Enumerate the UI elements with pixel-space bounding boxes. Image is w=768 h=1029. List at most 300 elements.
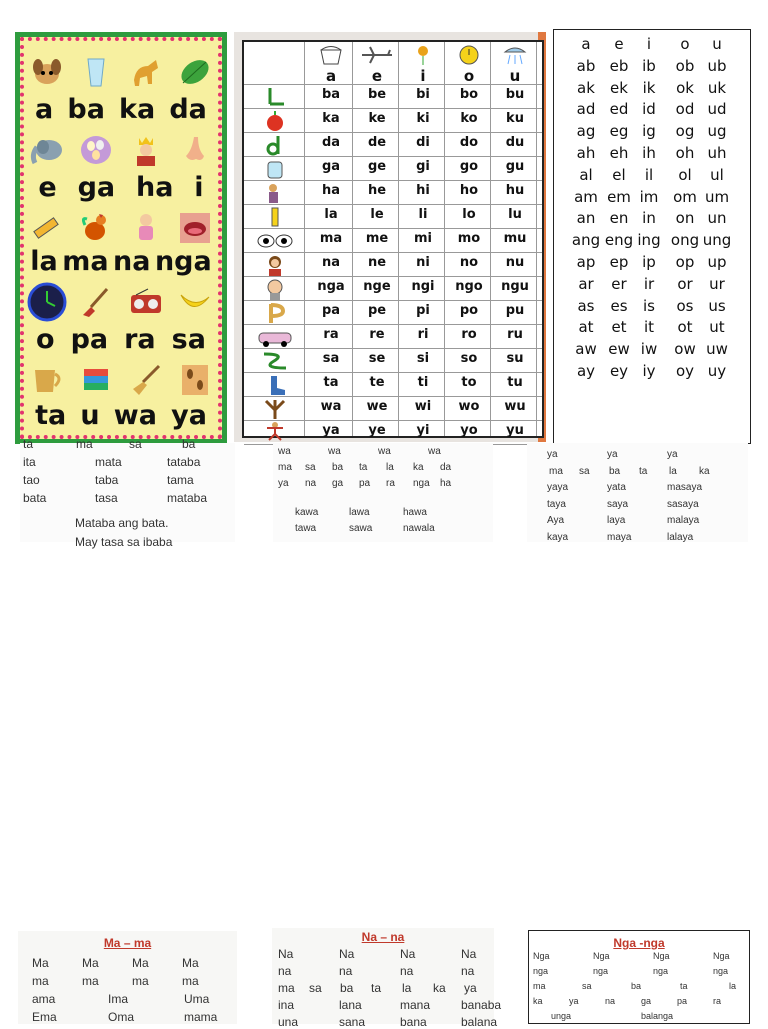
word: Uma	[184, 992, 210, 1006]
worksheet-title: Ma – ma	[103, 936, 152, 950]
syllable-cell: pe	[367, 303, 387, 318]
combination-cell: ib	[642, 56, 656, 75]
combination-row	[554, 360, 750, 382]
word: Nga	[653, 951, 670, 961]
combination-cell: ong	[670, 231, 700, 250]
syllable-cell: mu	[503, 231, 527, 246]
combination-cell: eh	[609, 144, 629, 162]
combination-cell: ol	[678, 165, 692, 184]
combination-cell: an	[576, 209, 596, 228]
syllable-cell: gu	[505, 159, 525, 174]
word: nga	[593, 966, 609, 976]
word: sawa	[349, 523, 373, 534]
word: ba	[340, 981, 354, 995]
word: nga	[713, 966, 729, 976]
footprints-icon	[176, 363, 214, 397]
poster-syllable: a	[35, 94, 54, 125]
syllable-cell: du	[505, 135, 525, 150]
word: taba	[95, 473, 119, 487]
word: laya	[607, 515, 626, 526]
syllable-cell: ki	[416, 111, 430, 126]
combination-cell: op	[675, 253, 695, 271]
clothes-icon	[77, 363, 115, 397]
combination-cell: ut	[709, 318, 725, 337]
syllable-cell: wu	[504, 399, 526, 414]
mouth-icon	[176, 211, 214, 245]
syllable-cell: ho	[459, 183, 479, 198]
poster-syllable: wa	[113, 400, 157, 431]
cup-icon	[28, 363, 66, 397]
poster-syllable-row	[28, 95, 214, 125]
word: una	[278, 1015, 299, 1029]
poster-picture-row	[28, 211, 214, 245]
poster-syllable: nga	[154, 246, 212, 277]
vowel-combination-box	[553, 29, 751, 444]
syllable-cell: ku	[506, 111, 524, 126]
word: ka	[699, 465, 710, 477]
word: na	[339, 964, 353, 978]
word: bana	[400, 1015, 427, 1029]
combination-cell: es	[610, 296, 628, 315]
word: ra	[386, 478, 395, 489]
word: ga	[641, 996, 652, 1006]
word: maya	[607, 531, 632, 543]
combination-cell: eg	[609, 122, 629, 141]
poster-syllable: da	[169, 94, 207, 125]
word: ma	[278, 981, 295, 995]
word: pa	[359, 478, 371, 489]
combination-cell: iw	[640, 340, 658, 359]
syllable-cell: mi	[413, 231, 432, 246]
word: lalaya	[667, 531, 694, 543]
worksheet-na-card	[272, 928, 502, 1029]
word: kawa	[295, 507, 319, 518]
combination-cell: et	[611, 318, 627, 337]
combination-cell: ig	[642, 122, 656, 141]
combination-row	[554, 77, 750, 99]
word: ya	[278, 478, 289, 489]
word: sasaya	[667, 498, 699, 510]
syllable-cell: de	[367, 135, 387, 150]
poster-syllable-row	[28, 247, 214, 277]
word: bata	[23, 491, 47, 505]
combination-row	[554, 229, 750, 251]
word: tama	[167, 473, 194, 487]
word: nga	[653, 966, 669, 976]
combination-cell: el	[612, 165, 626, 184]
word: sa	[582, 981, 592, 991]
syllable-cell: bu	[505, 87, 525, 102]
combination-cell: ih	[642, 144, 656, 162]
syllable-cell: se	[368, 351, 386, 366]
combination-cell: ar	[578, 274, 594, 293]
combination-row	[554, 55, 750, 77]
word: ya	[667, 449, 678, 460]
poster-picture-row	[28, 363, 214, 397]
word: na	[461, 964, 475, 978]
poster-syllable: sa	[171, 324, 206, 355]
poster-syllable: na	[113, 246, 151, 277]
worksheet-ma-card	[18, 931, 237, 1024]
combination-cell: or	[677, 274, 693, 293]
combination-cell: ad	[576, 100, 596, 119]
poster-picture-row	[28, 55, 214, 89]
combination-cell: om	[673, 187, 697, 206]
word: ba	[609, 465, 621, 477]
word: Ma	[132, 956, 149, 970]
combination-cell: im	[639, 187, 659, 206]
poster-syllable: ka	[119, 94, 156, 125]
word: hawa	[403, 507, 427, 518]
combination-cell: oh	[675, 144, 695, 162]
word: lana	[339, 998, 362, 1012]
combination-cell: eb	[609, 56, 629, 75]
syllable-cell: ma	[319, 231, 343, 246]
syllable-cell: ye	[368, 423, 386, 438]
combination-cell: ik	[642, 78, 656, 97]
poster-panel	[20, 37, 222, 439]
word: ta	[23, 437, 34, 451]
combination-row	[554, 338, 750, 360]
combination-cell: ah	[576, 144, 596, 162]
worksheet-title: Na – na	[361, 930, 405, 944]
word: wa	[328, 446, 341, 457]
syllable-cell: gi	[416, 159, 430, 174]
combination-cell: u	[712, 35, 722, 53]
syllable-cell: ke	[368, 111, 386, 126]
combination-cell: ak	[577, 78, 595, 97]
dog-icon	[28, 55, 66, 89]
word: Nga	[593, 951, 610, 961]
combination-cell: ed	[609, 100, 629, 119]
vowel-header-cell: i	[420, 67, 426, 85]
combination-cell: al	[579, 165, 593, 184]
sentence: Mataba ang bata.	[75, 516, 169, 530]
word: ma	[278, 462, 292, 473]
child-icon	[127, 211, 165, 245]
syllable-cell: di	[416, 135, 430, 150]
glass-icon	[77, 55, 115, 89]
combination-row	[554, 251, 750, 273]
word: ba	[631, 981, 642, 991]
combination-cell: it	[643, 318, 655, 337]
word: la	[669, 465, 677, 477]
pencil-icon	[28, 211, 66, 245]
syllable-cell: ta	[323, 375, 339, 390]
combination-cell: ing	[637, 231, 661, 250]
syllable-cell: bo	[459, 87, 479, 102]
word: ra	[713, 996, 722, 1006]
word: kaya	[547, 531, 569, 543]
word: ama	[32, 992, 56, 1006]
syllable-cell: ya	[322, 423, 340, 438]
radio-icon	[127, 285, 165, 319]
word: nawala	[403, 523, 435, 534]
combination-cell: at	[578, 318, 594, 337]
syllable-cell: hi	[416, 183, 430, 198]
broom-icon	[127, 363, 165, 397]
syllable-cell: go	[459, 159, 479, 174]
vowel-header-cell: e	[371, 67, 383, 85]
word: Ima	[108, 992, 129, 1006]
syllable-cell: yi	[416, 423, 430, 438]
syllable-cell: re	[369, 327, 385, 342]
abakada-poster	[15, 32, 227, 444]
syllable-cell: wi	[414, 399, 432, 414]
word: sa	[579, 465, 590, 477]
syllable-grid	[244, 42, 542, 436]
word: mataba	[167, 491, 208, 505]
word: sa	[129, 437, 142, 451]
syllable-cell: su	[506, 351, 524, 366]
combination-cell: ug	[707, 122, 727, 141]
word: Ma	[182, 956, 199, 970]
combination-cell: ur	[709, 274, 725, 293]
combination-cell: ey	[609, 362, 629, 380]
word: ya	[464, 981, 477, 995]
word: ita	[23, 455, 36, 469]
poster-syllable: o	[36, 324, 55, 355]
word: sa	[305, 462, 316, 473]
word: ya	[569, 996, 579, 1006]
syllable-cell: do	[459, 135, 479, 150]
word: wa	[378, 446, 391, 457]
combination-cell: em	[607, 187, 631, 206]
word: Na	[461, 947, 477, 961]
combination-cell: up	[707, 253, 727, 271]
combination-cell: uw	[706, 340, 728, 359]
syllable-cell: pu	[505, 303, 525, 318]
syllable-cell: lu	[508, 207, 522, 222]
syllable-cell: le	[370, 207, 384, 222]
combination-cell: oy	[675, 362, 695, 380]
combination-cell: aw	[575, 340, 597, 359]
word: Ma	[32, 956, 49, 970]
word: Nga	[713, 951, 730, 961]
syllable-cell: ti	[417, 375, 429, 390]
combination-cell: ay	[576, 362, 596, 380]
combination-cell: a	[581, 35, 591, 53]
syllable-cell: be	[367, 87, 387, 102]
combination-cell: ang	[571, 231, 601, 250]
syllable-cell: wo	[458, 399, 480, 414]
word: ma	[82, 974, 99, 988]
syllable-cell: lo	[462, 207, 476, 222]
word: Aya	[547, 515, 565, 526]
word: mata	[95, 455, 122, 469]
syllable-cell: ngo	[455, 279, 483, 294]
word: ka	[413, 462, 424, 473]
combination-cell: uk	[707, 78, 727, 97]
word: Na	[339, 947, 355, 961]
worksheet-ya-snippet	[527, 443, 748, 542]
word: ta	[680, 981, 688, 991]
syllable-cell: bi	[416, 87, 430, 102]
word: ta	[359, 462, 368, 473]
combination-cell: ul	[710, 165, 724, 184]
syllable-cell: he	[367, 183, 387, 198]
combination-cell: ew	[608, 340, 630, 359]
word: ka	[433, 981, 446, 995]
leaf-icon	[176, 55, 214, 89]
combination-cell: in	[642, 209, 656, 228]
syllable-cell: mo	[457, 231, 481, 246]
combination-cell: og	[675, 122, 695, 141]
combination-row	[554, 142, 750, 164]
poster-syllable: ra	[124, 324, 156, 355]
word: ya	[547, 449, 558, 460]
word: ha	[440, 478, 452, 489]
vowel-header-cell: a	[325, 67, 337, 85]
syllable-cell: sa	[322, 351, 340, 366]
combination-cell: iy	[642, 362, 656, 380]
combination-cell: id	[642, 100, 656, 119]
word: Nga	[533, 951, 550, 961]
syllable-cell: ro	[461, 327, 477, 342]
syllable-cell: na	[321, 255, 341, 270]
word: ma	[533, 981, 546, 991]
syllable-cell: ko	[460, 111, 478, 126]
nose-icon	[176, 133, 214, 167]
word: Ma	[82, 956, 99, 970]
word: yaya	[547, 482, 569, 493]
combination-cell: on	[675, 209, 695, 228]
poster-picture-row	[28, 133, 214, 167]
syllable-cell: po	[459, 303, 479, 318]
syllable-cell: yu	[506, 423, 524, 438]
word: wa	[278, 446, 291, 457]
combination-cell: ow	[674, 340, 696, 359]
syllable-cell: ra	[323, 327, 339, 342]
word: masaya	[667, 482, 703, 493]
poster-syllable: u	[80, 400, 100, 431]
word: pa	[677, 996, 688, 1006]
combination-row	[554, 33, 750, 55]
poster-syllable: ba	[67, 94, 105, 125]
worksheet-nga-card	[528, 930, 750, 1024]
word: na	[305, 478, 317, 489]
word: ma	[76, 437, 93, 451]
poster-syllable-row	[28, 173, 214, 203]
word: la	[402, 981, 412, 995]
poster-syllable: ma	[62, 246, 109, 277]
combination-cell: ud	[707, 100, 727, 119]
word: unga	[551, 1011, 572, 1021]
word: ka	[533, 996, 543, 1006]
syllable-cell: ngi	[411, 279, 435, 294]
poster-syllable-row	[28, 325, 214, 355]
syllable-cell: te	[369, 375, 385, 390]
rooster-icon	[77, 211, 115, 245]
syllable-cell: nga	[317, 279, 345, 294]
syllable-cell: li	[418, 207, 428, 222]
word: da	[440, 462, 452, 473]
vowel-header-cell: u	[509, 67, 521, 85]
word: Ema	[32, 1010, 57, 1024]
combination-row	[554, 273, 750, 295]
syllable-cell: tu	[507, 375, 523, 390]
word: ma	[132, 974, 149, 988]
combination-cell: ag	[576, 122, 596, 141]
syllable-cell: hu	[505, 183, 525, 198]
word: ba	[182, 437, 196, 451]
worksheet-title: Nga -nga	[613, 936, 665, 950]
syllable-cell: ka	[322, 111, 340, 126]
combination-cell: ap	[576, 253, 596, 271]
elephant-icon	[28, 133, 66, 167]
shovel-icon	[77, 285, 115, 319]
syllable-cell: ha	[321, 183, 341, 198]
king-icon	[127, 133, 165, 167]
combination-row	[554, 316, 750, 338]
combination-row	[554, 98, 750, 120]
syllable-cell: ba	[321, 87, 341, 102]
poster-syllable: ga	[77, 172, 116, 203]
combination-row	[554, 295, 750, 317]
horse-icon	[127, 55, 165, 89]
word: balana	[461, 1015, 498, 1029]
syllable-cell: we	[366, 399, 388, 414]
word: ma	[549, 465, 563, 477]
combination-cell: am	[574, 187, 598, 206]
worksheet-wa-snippet	[273, 443, 493, 542]
combination-row	[554, 186, 750, 208]
combination-cell: ek	[610, 78, 628, 97]
poster-syllable: pa	[70, 324, 109, 355]
combination-cell: ip	[642, 253, 656, 271]
clock-icon	[28, 285, 66, 319]
combination-cell: uy	[707, 362, 727, 380]
combination-row	[554, 164, 750, 186]
word: nga	[533, 966, 549, 976]
word: Na	[278, 947, 294, 961]
syllable-cell: si	[416, 351, 430, 366]
word: na	[400, 964, 414, 978]
poster-syllable-row	[28, 401, 214, 431]
combination-cell: ob	[675, 56, 695, 75]
syllable-cell: nge	[363, 279, 391, 294]
word: Na	[400, 947, 416, 961]
combination-cell: il	[644, 165, 654, 184]
word: mana	[400, 998, 431, 1012]
combination-cell: ung	[702, 231, 732, 250]
banana-icon	[176, 285, 214, 319]
syllable-cell: pa	[321, 303, 341, 318]
word: nga	[413, 478, 430, 489]
vowel-header-cell: o	[463, 67, 475, 85]
combination-cell: ab	[576, 56, 596, 75]
word: wa	[428, 446, 441, 457]
poster-syllable: la	[30, 246, 58, 277]
word: malaya	[667, 515, 700, 526]
syllable-cell: pi	[416, 303, 430, 318]
poster-syllable: i	[194, 172, 204, 203]
combination-cell: er	[611, 274, 627, 293]
word: na	[605, 996, 616, 1006]
poster-syllable: ta	[35, 400, 67, 431]
syllable-cell: to	[461, 375, 477, 390]
combination-cell: e	[614, 35, 624, 53]
syllable-cell: me	[365, 231, 389, 246]
word: ta	[639, 465, 648, 477]
word: banaba	[461, 998, 502, 1012]
combination-cell: i	[646, 35, 652, 53]
word: la	[386, 462, 394, 473]
syllable-cell: ga	[321, 159, 341, 174]
combination-cell: um	[704, 187, 730, 206]
poster-syllable: ya	[171, 400, 207, 431]
word: sa	[309, 981, 322, 995]
